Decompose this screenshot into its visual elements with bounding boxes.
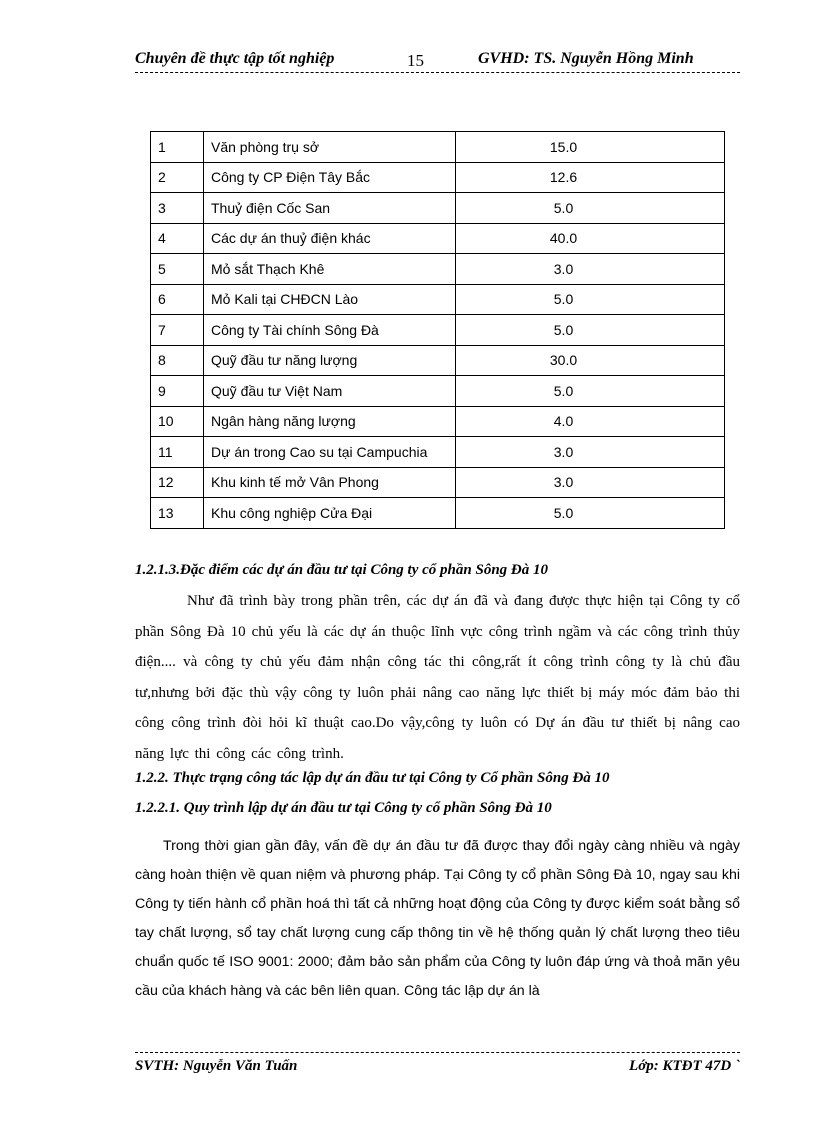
page-number: 15 [407, 51, 424, 70]
row-name: Dự án trong Cao su tại Campuchia [204, 437, 456, 468]
footer-divider [135, 1052, 740, 1053]
row-number: 5 [151, 254, 204, 285]
row-number: 12 [151, 467, 204, 498]
page-header [135, 48, 740, 72]
row-number: 11 [151, 437, 204, 468]
row-name: Thuỷ điện Cốc San [204, 193, 456, 224]
row-value: 3.0 [456, 437, 725, 468]
row-value: 40.0 [456, 223, 725, 254]
row-name: Mỏ sắt Thạch Khê [204, 254, 456, 285]
row-name: Quỹ đầu tư Việt Nam [204, 376, 456, 407]
row-number: 6 [151, 284, 204, 315]
table-row [151, 345, 725, 376]
row-value: 5.0 [456, 315, 725, 346]
section-heading-1-2-2-1: 1.2.2.1. Quy trình lập dự án đầu tư tại Công ty cổ phần Sông Đà 10 [135, 800, 552, 816]
row-number: 8 [151, 345, 204, 376]
table-row [151, 132, 725, 163]
row-value: 30.0 [456, 345, 725, 376]
row-value: 3.0 [456, 467, 725, 498]
paragraph-project-characteristics: Như đã trình bày trong phần trên, các dự án đã và đang được thực hiện tại Công ty cổ phần Sông Đà 10 chủ yếu là các dự án thuộc lĩnh vực công trình ngầm và các công trình thủy điện.... và công ty chủ yếu đảm nhận công tác thi công,rất ít công trình công ty là chủ đầu tư,nhưng bởi đặc thù vậy công ty luôn phải nâng cao năng lực thiết bị máy móc đảm bảo thi công công trình đòi hỏi kĩ thuật cao.Do vậy,công ty luôn có Dự án đầu tư thiết bị nâng cao năng lực thi công các công trình. [135, 593, 740, 762]
row-number: 1 [151, 132, 204, 163]
row-number: 3 [151, 193, 204, 224]
row-name: Khu công nghiệp Cửa Đại [204, 498, 456, 529]
row-value: 5.0 [456, 498, 725, 529]
table-row [151, 437, 725, 468]
footer-student: SVTH: Nguyễn Văn Tuấn [135, 1058, 298, 1074]
section-heading-1-2-2: 1.2.2. Thực trạng công tác lập dự án đầu tư tại Công ty Cổ phần Sông Đà 10 [135, 770, 610, 786]
row-number: 13 [151, 498, 204, 529]
row-name: Quỹ đầu tư năng lượng [204, 345, 456, 376]
header-divider [135, 72, 740, 73]
section-heading-1-2-1-3: 1.2.1.3.Đặc điểm các dự án đầu tư tại Công ty cổ phần Sông Đà 10 [135, 562, 548, 578]
row-number: 9 [151, 376, 204, 407]
row-name: Ngân hàng năng lượng [204, 406, 456, 437]
table-row [151, 284, 725, 315]
table-row [151, 223, 725, 254]
header-advisor: GVHD: TS. Nguyễn Hồng Minh [478, 50, 694, 67]
table-row [151, 254, 725, 285]
row-number: 4 [151, 223, 204, 254]
row-name: Các dự án thuỷ điện khác [204, 223, 456, 254]
table-row [151, 498, 725, 529]
table-row [151, 376, 725, 407]
row-value: 5.0 [456, 193, 725, 224]
header-title: Chuyên đề thực tập tốt nghiệp [135, 50, 335, 67]
investment-table-body [151, 132, 725, 529]
row-value: 15.0 [456, 132, 725, 163]
row-number: 2 [151, 162, 204, 193]
row-number: 10 [151, 406, 204, 437]
paragraph-project-process: Trong thời gian gần đây, vấn đề dự án đầu tư đã được thay đổi ngày càng nhiều và ngày càng hoàn thiện về quan niệm và phương pháp. Tại Công ty cổ phần Sông Đà 10, ngay sau khi Công ty tiến hành cổ phần hoá thì tất cả những hoạt động của Công ty được kiểm soát bằng sổ tay chất lượng, sổ tay chất lượng cung cấp thông tin về hệ thống quản lý chất lượng theo tiêu chuẩn quốc tế ISO 9001: 2000; đảm bảo sản phẩm của Công ty luôn đáp ứng và thoả mãn yêu cầu của khách hàng và các bên liên quan. Công tác lập dự án là [135, 838, 740, 999]
table-row [151, 162, 725, 193]
row-value: 12.6 [456, 162, 725, 193]
row-value: 4.0 [456, 406, 725, 437]
table-row [151, 315, 725, 346]
row-name: Khu kinh tế mở Vân Phong [204, 467, 456, 498]
page-footer [135, 1058, 740, 1082]
row-value: 3.0 [456, 254, 725, 285]
row-name: Công ty CP Điện Tây Bắc [204, 162, 456, 193]
row-name: Công ty Tài chính Sông Đà [204, 315, 456, 346]
row-value: 5.0 [456, 284, 725, 315]
row-name: Văn phòng trụ sở [204, 132, 456, 163]
table-row [151, 193, 725, 224]
table-row [151, 406, 725, 437]
investment-table [150, 131, 725, 529]
row-name: Mỏ Kali tại CHĐCN Lào [204, 284, 456, 315]
row-number: 7 [151, 315, 204, 346]
row-value: 5.0 [456, 376, 725, 407]
table-row [151, 467, 725, 498]
footer-class: Lớp: KTĐT 47D ` [629, 1058, 740, 1074]
